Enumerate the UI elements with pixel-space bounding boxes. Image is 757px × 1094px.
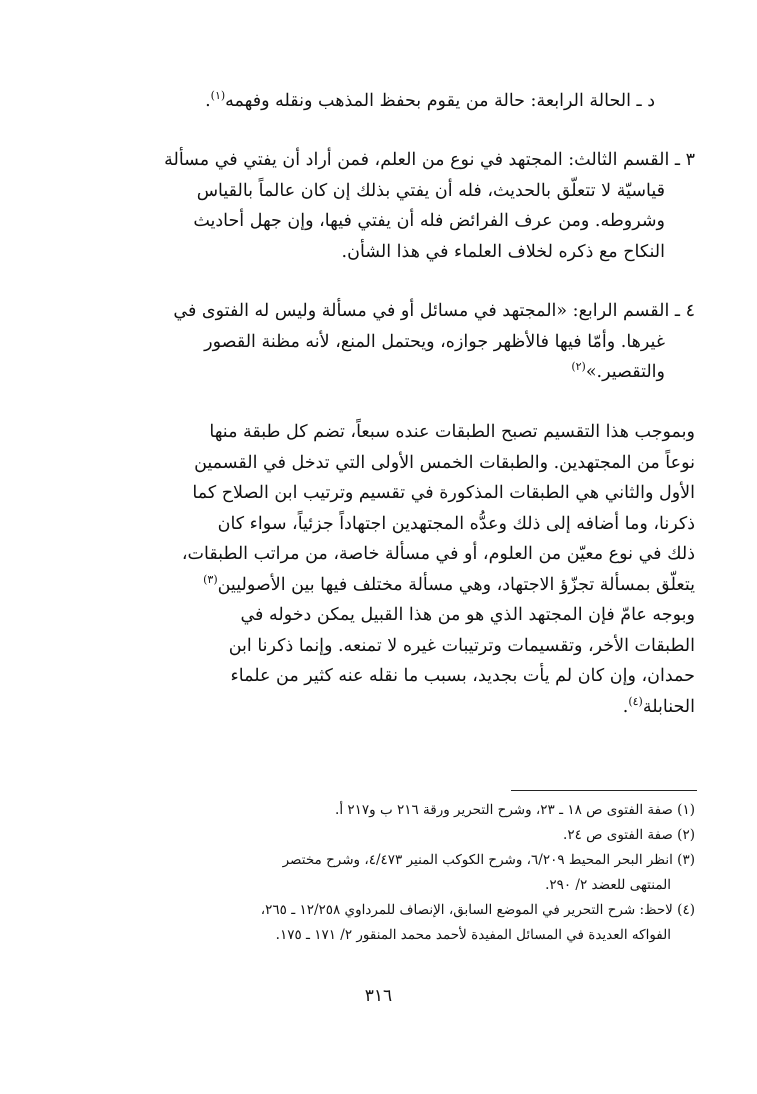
footnote-3: (٣) انظر البحر المحيط ٦/٢٠٩، وشرح الكوكب المنير ٤/٤٧٣، وشرح مختصر (282, 852, 695, 868)
footnote-4: (٤) لاحظ: شرح التحرير في الموضع السابق، الإنصاف للمرداوي ١٢/٢٥٨ ـ ٢٦٥، (260, 902, 695, 918)
paragraph-main (60, 417, 695, 722)
footnote-marker[interactable]: (١) (210, 89, 226, 103)
page-number: ٣١٦ (364, 986, 393, 1006)
text-line: ٤ ـ القسم الرابع: «المجتهد في مسائل أو في مسألة وليس له الفتوى في (173, 301, 695, 321)
text-line: النكاح مع ذكره لخلاف العلماء في هذا الشأن. (341, 241, 665, 262)
text-line: والتقصير.»$^{(٢)}$ (571, 360, 665, 382)
paragraph-section-3 (60, 145, 695, 267)
text-line: يتعلّق بمسألة تجزّؤ الاجتهاد، وهي مسألة مختلف فيها بين الأصوليين$^{(٣)}$ (203, 572, 695, 595)
footnote-marker[interactable]: (٣) (203, 572, 218, 586)
text-line: الطبقات الأخر، وتقسيمات وترتيبات غيره لا تمنعه. وإنما ذكرنا ابن (228, 635, 695, 656)
text-line: وبموجب هذا التقسيم تصبح الطبقات عنده سبعاً، تضم كل طبقة منها (209, 422, 695, 442)
footnote-2: (٢) صفة الفتوى ص ٢٤. (563, 827, 695, 843)
footnote-3-continued: المنتهى للعضد ٢/ ٢٩٠. (545, 877, 671, 893)
footnote-divider (511, 790, 697, 791)
text-line: نوعاً من المجتهدين. والطبقات الخمس الأولى التي تدخل في القسمين (194, 452, 695, 473)
text-line: ذكرنا، وما أضافه إلى ذلك وعدُّه المجتهدين اجتهاداً جزئياً، سواء كان (217, 513, 695, 534)
paragraph-section-4 (60, 296, 695, 388)
text-line: حمدان، وإن كان لم يأت بجديد، بسبب ما نقله عنه كثير من علماء (230, 666, 695, 686)
text-line: قياسيّة لا تتعلّق بالحديث، فله أن يفتي بذلك إن كان عالماً بالقياس (196, 180, 665, 201)
text-line: الحنابلة$^{(٤)}$. (622, 694, 695, 717)
footnote-marker[interactable]: (٢) (571, 360, 586, 374)
text-line: وشروطه. ومن عرف الفرائض فله أن يفتي فيها، وإن جهل أحاديث (193, 211, 665, 231)
text-line: ٣ ـ القسم الثالث: المجتهد في نوع من العلم، فمن أراد أن يفتي في مسألة (164, 150, 695, 170)
paragraph-d (60, 86, 655, 117)
text-line: ذلك في نوع معيّن من العلوم، أو في مسألة خاصة، من مراتب الطبقات، (181, 544, 695, 564)
text-line: وبوجه عامّ فإن المجتهد الذي هو من هذا القبيل يمكن دخوله في (240, 605, 695, 625)
text-line: غيرها. وأمّا فيها فالأظهر جوازه، ويحتمل المنع، لأنه مظنة القصور (204, 331, 665, 352)
text-line: د ـ الحالة الرابعة: حالة من يقوم بحفظ المذهب ونقله وفهمه$^{(١)}$. (205, 89, 655, 111)
text-line: الأول والثاني هي الطبقات المذكورة في تقسيم وترتيب ابن الصلاح كما (192, 483, 695, 503)
footnotes (60, 798, 695, 948)
footnote-1: (١) صفة الفتوى ص ١٨ ـ ٢٣، وشرح التحرير ورقة ٢١٦ ب و٢١٧ أ. (335, 802, 695, 818)
footnote-4-continued: الفواكه العديدة في المسائل المفيدة لأحمد محمد المنقور ٢/ ١٧١ ـ ١٧٥. (275, 927, 671, 943)
footnote-marker[interactable]: (٤) (628, 694, 643, 708)
